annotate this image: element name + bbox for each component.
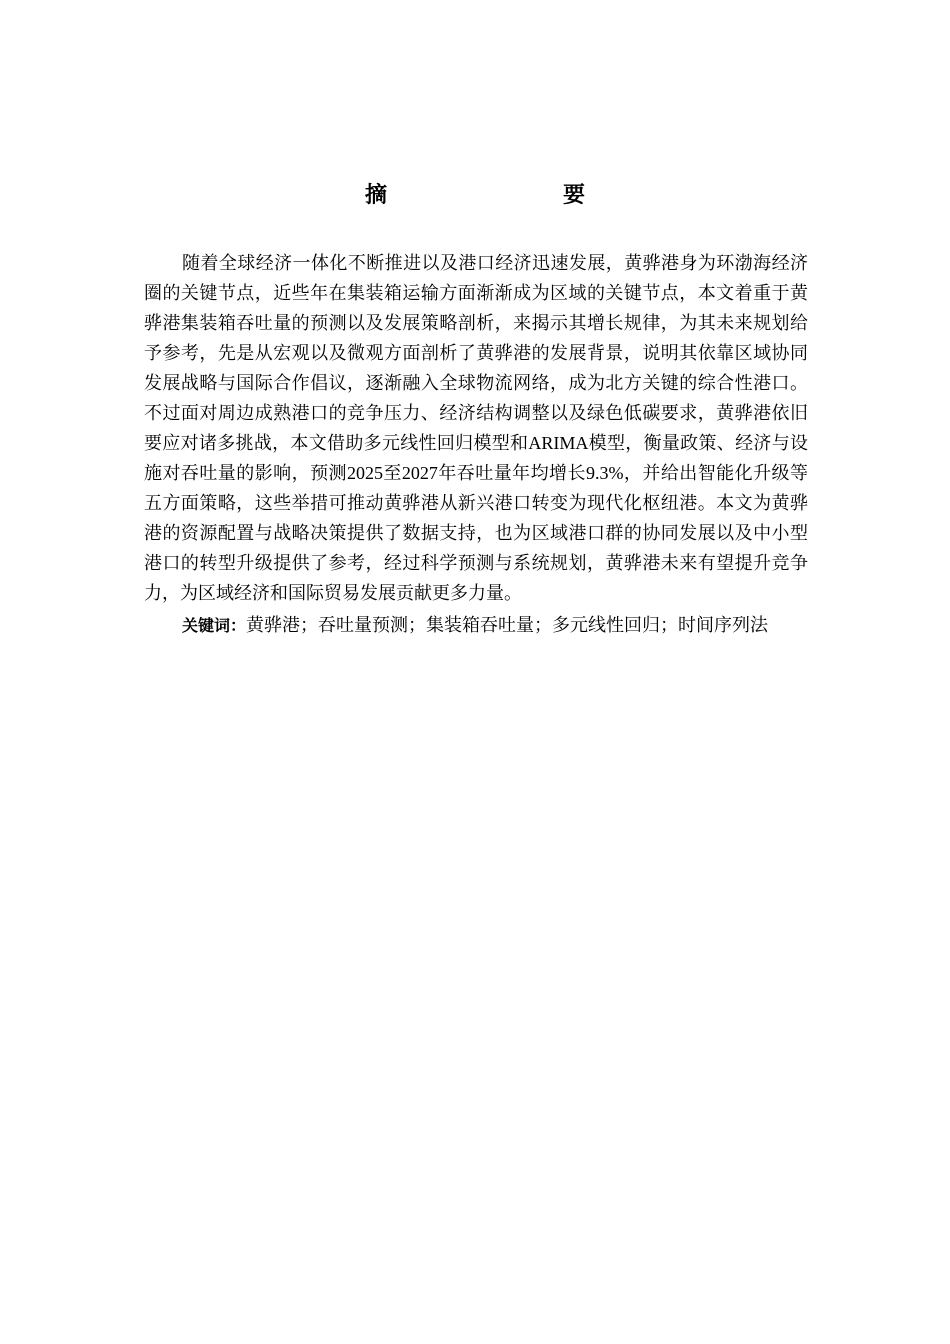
abstract-paragraph: 随着全球经济一体化不断推进以及港口经济迅速发展，黄骅港身为环渤海经济圈的关键节点，近些年在集装箱运输方面渐渐成为区域的关键节点，本文着重于黄骅港集装箱吞吐量的预测以及发展策略剖析，来揭示其增长规律，为其未来规划给予参考，先是从宏观以及微观方面剖析了黄骅港的发展背景，说明其依靠区域协同发展战略与国际合作倡议，逐渐融入全球物流网络，成为北方关键的综合性港口。不过面对周边成熟港口的竞争压力、经济结构调整以及绿色低碳要求，黄骅港依旧要应对诸多挑战，本文借助多元线性回归模型和ARIMA模型，衡量政策、经济与设施对吞吐量的影响，预测2025至2027年吞吐量年均增长9.3%，并给出智能化升级等五方面策略，这些举措可推动黄骅港从新兴港口转变为现代化枢纽港。本文为黄骅港的资源配置与战略决策提供了数据支持，也为区域港口群的协同发展以及中小型港口的转型升级提供了参考，经过科学预测与系统规划，黄骅港未来有望提升竞争力，为区域经济和国际贸易发展贡献更多力量。 — [144, 253, 808, 603]
keywords-label: 关键词： — [182, 616, 247, 635]
abstract-body — [144, 248, 808, 641]
keywords-line — [144, 610, 808, 641]
page-title: 摘 要 — [364, 183, 629, 208]
keywords-text: 黄骅港；吞吐量预测；集装箱吞吐量；多元线性回归；时间序列法 — [246, 615, 769, 635]
